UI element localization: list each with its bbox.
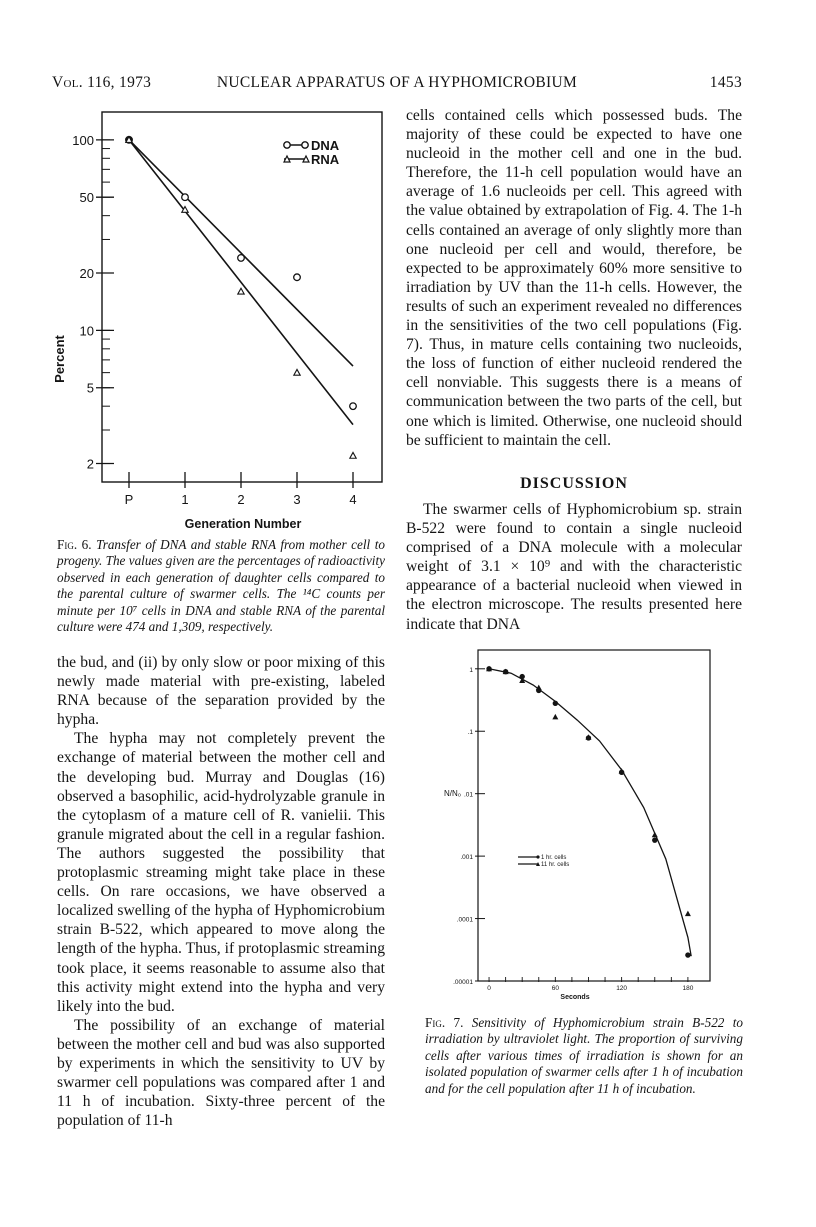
fig7-y-axis-label: N/N₀ — [444, 789, 462, 798]
fig6-y-tick-label: 100 — [72, 132, 94, 148]
fig6-point-rna — [350, 452, 356, 458]
fig6-y-tick-label: 2 — [86, 456, 94, 472]
fig6-point-dna — [238, 255, 245, 262]
fig6-y-tick-label: 5 — [86, 380, 94, 396]
fig6-label: Fig. 6. — [57, 537, 92, 552]
fig6-x-tick-label: 4 — [349, 492, 357, 507]
fig7-x-tick-label: 60 — [551, 985, 559, 992]
page-number: 1453 — [709, 74, 742, 91]
fig6-fit-line-rna — [129, 140, 353, 425]
fig6-y-tick-label: 20 — [79, 266, 94, 282]
fig6-y-tick-label: 10 — [79, 323, 94, 339]
left-paragraph-1: the bud, and (ii) by only slow or poor mixing of this newly made material with pre-existing, labeled RNA because of the separation provided by the hypha. — [57, 654, 385, 729]
fig6-x-tick-label: P — [124, 492, 134, 507]
discussion-paragraph: The swarmer cells of Hyphomicrobium sp. strain B-522 were found to contain a single nucleoid comprised of a DNA molecule with a molecular weight of 3.1 × 10⁹ and with the characteristic appearance of a bacterial nucleoid when viewed in the electron microscope. The results presented here indicate that DNA — [406, 501, 742, 633]
fig7-y-tick-label: .00001 — [453, 979, 473, 986]
figure-7-caption — [425, 1015, 743, 1097]
fig7-x-axis-label: Seconds — [560, 994, 590, 1001]
fig6-x-tick-label: 2 — [237, 492, 245, 507]
fig6-x-axis-label: Generation Number — [184, 517, 302, 531]
fig7-x-tick-label: 180 — [682, 985, 694, 992]
running-title: NUCLEAR APPARATUS OF A HYPHOMICROBIUM — [216, 74, 578, 91]
fig6-x-tick-label: 3 — [293, 492, 301, 507]
fig6-legend-rna: RNA — [311, 152, 340, 167]
fig6-point-dna — [182, 194, 189, 201]
fig6-legend-dna: DNA — [311, 138, 340, 153]
fig7-point-1hr — [652, 837, 657, 842]
fig7-y-tick-label: .01 — [463, 791, 473, 799]
figure-6-caption — [57, 537, 385, 635]
fig6-y-axis-label: Percent — [52, 335, 67, 383]
left-paragraph-2: The hypha may not completely prevent the exchange of material between the mother cell and the developing bud. Murray and Douglas (16) observed a basophilic, acid-hydrolyzable granule in the cytoplasm of a mature cell of R. vanielii. This granule migrated about the cell in a regular fashion. The authors suggested the possibility that protoplasmic streaming might take place in these cells. On rare occasions, we have observed a localized swelling of the hypha of Hyphomicrobium strain B-522, which appeared to move along the length of the hypha. Thus, if protoplasmic streaming took place, it seems reasonable to assume also that this activity might extend into the hypha and very likely into the bud. — [57, 730, 385, 1015]
figure-7-chart — [440, 650, 710, 1000]
fig7-y-tick-label: .001 — [460, 854, 473, 862]
fig7-y-tick-label: .1 — [467, 729, 473, 737]
fig6-point-rna — [238, 288, 244, 294]
fig6-y-tick-label: 50 — [79, 190, 94, 206]
left-column-text — [57, 653, 385, 1130]
figure-6-chart — [52, 112, 382, 532]
discussion-heading: DISCUSSION — [520, 475, 628, 492]
fig7-label: Fig. 7. — [425, 1015, 464, 1030]
fig6-point-dna — [350, 403, 357, 410]
right-column-top-text — [406, 106, 742, 450]
fig7-plot-frame — [478, 650, 710, 981]
discussion-text — [406, 500, 742, 634]
fig7-point-11hr — [652, 832, 658, 838]
fig7-legend-1hr: 1 hr. cells — [541, 855, 567, 861]
fig6-legend — [284, 138, 340, 167]
fig6-caption-text: Transfer of DNA and stable RNA from mother cell to progeny. The values given are the percentages of radioactivity observed in each generation of daughter cells compared to the parental culture of swarmer cells. The ¹⁴C counts per minute per 10⁷ cells in DNA and stable RNA of the parental culture were 474 and 1,309, respectively. — [57, 537, 385, 635]
fig7-point-11hr — [552, 714, 558, 720]
fig7-x-tick-label: 0 — [487, 985, 491, 992]
fig7-legend — [518, 855, 569, 868]
fig7-x-tick-label: 120 — [616, 985, 628, 992]
running-header — [52, 74, 742, 96]
fig6-x-tick-label: 1 — [181, 492, 189, 507]
fig6-fit-line-dna — [129, 140, 353, 366]
fig6-point-dna — [294, 274, 301, 281]
fig7-caption-text: Sensitivity of Hyphomicrobium strain B-522 to irradiation by ultraviolet light. The proportion of surviving cells after various times of irradiation is shown for an isolated population of swarmer cells after 1 h of incubation and for the cell population after 11 h of incubation. — [425, 1015, 743, 1096]
fig7-survival-curve — [489, 669, 691, 956]
fig7-y-tick-label: 1 — [469, 666, 473, 674]
fig6-plot-frame — [102, 112, 382, 482]
fig7-legend-11hr: 11 hr. cells — [541, 862, 570, 868]
fig7-point-11hr — [685, 911, 691, 917]
left-paragraph-3: The possibility of an exchange of material between the mother cell and bud was also supported by experiments in which the sensitivity to UV by swarmer cell populations was compared after 1 and 11 h of incubation. Sixty-three percent of the population of 11-h — [57, 1016, 385, 1130]
right-paragraph-1: cells contained cells which possessed buds. The majority of these could be expected to have one nucleoid in the mother cell and one in the bud. Therefore, the 11-h cell population would have an average of 1.6 nucleoids per cell. This agreed with the value obtained by extrapolation of Fig. 4. The 1-h cells contained an average of only slightly more than one nucleoid per cell and would, therefore, be expected to be approximately 60% more sensitive to irradiation by UV than the 11-h cells. However, the results of such an experiment revealed no differences in the sensitivities of the two cell populations (Fig. 7). Thus, in mature cells containing two nucleoids, the loss of function of either nucleoid rendered the cell nonviable. This suggests there is a means of communication between the two parts of the cell, but one which is limited. Otherwise, one nucleoid should be sufficient to maintain the cell. — [406, 107, 742, 449]
fig6-point-rna — [294, 369, 300, 375]
volume-info: Vol. 116, 1973 — [52, 74, 152, 91]
fig7-point-1hr — [685, 952, 690, 957]
fig7-y-tick-label: .0001 — [456, 916, 473, 924]
fig7-point-1hr — [553, 701, 558, 706]
